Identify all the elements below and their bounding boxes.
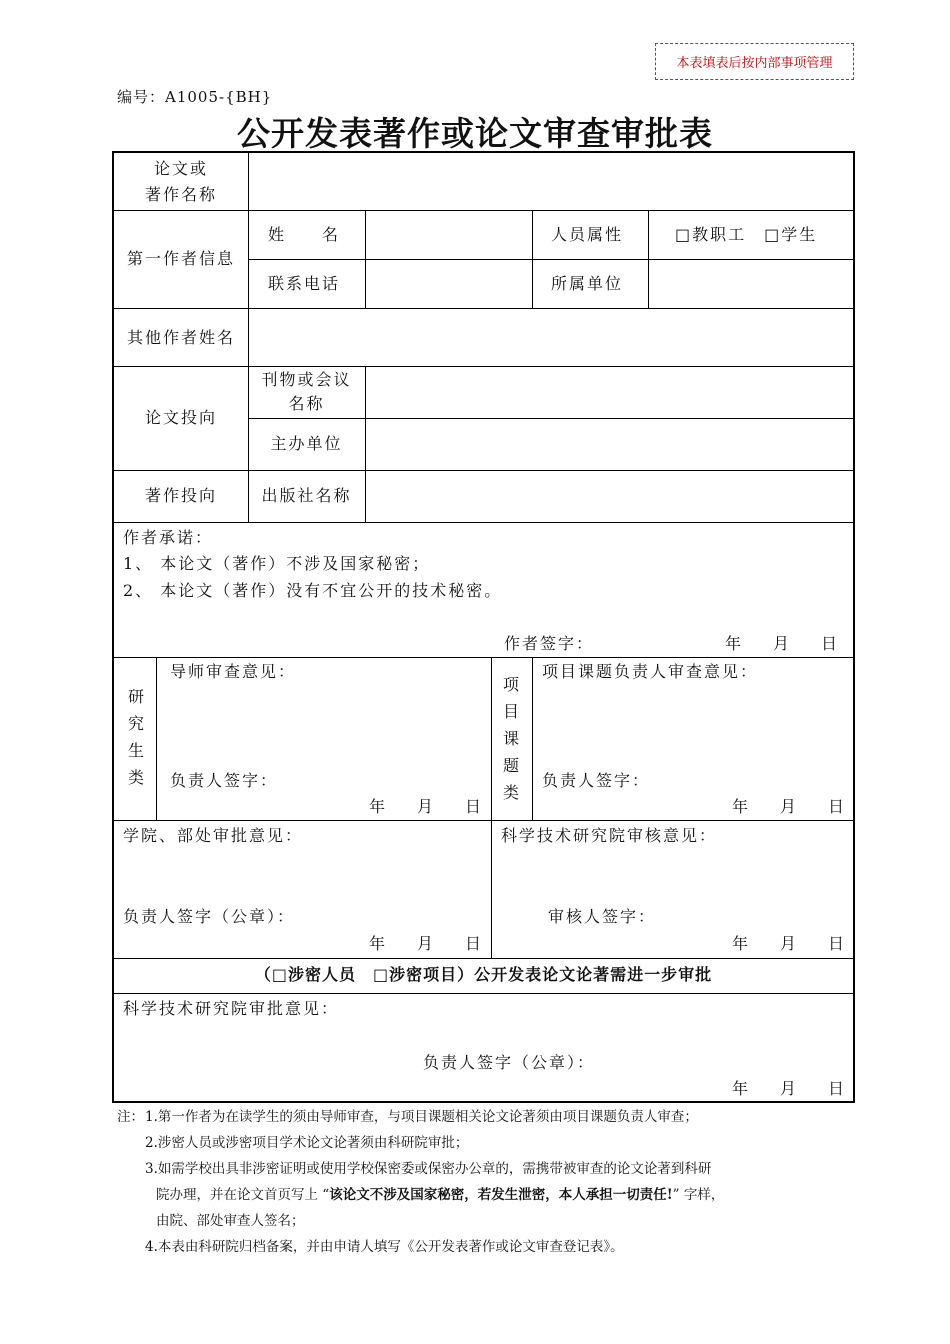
paper-name-label-line1: 论文或: [153, 159, 208, 178]
host-field[interactable]: [366, 419, 852, 470]
date-day: 日: [828, 1079, 847, 1098]
classified-approval-bar[interactable]: （□涉密人员 □涉密项目）公开发表论文论著需进一步审批: [254, 965, 713, 984]
note-3-line1: 3.如需学校出具非涉密证明或使用学校保密委或保密办公章的，需携带被审查的论文论著到科研: [145, 1161, 712, 1177]
journal-field[interactable]: [366, 367, 852, 418]
date-month: 月: [773, 634, 792, 653]
paper-target-label: 论文投向: [144, 408, 217, 427]
name-field[interactable]: [366, 211, 531, 259]
note-4: 4.本表由科研院归档备案，并由申请人填写《公开发表著作或论文审查登记表》。: [145, 1239, 624, 1255]
other-authors-field[interactable]: [249, 309, 852, 366]
date-month: 月: [417, 934, 436, 953]
internal-management-stamp: 本表填表后按内部事项管理: [655, 43, 854, 80]
final-sign-label: 负责人签字（公章）：: [423, 1053, 596, 1072]
advisor-sign-label: 负责人签字：: [170, 771, 279, 790]
date-year: 年: [725, 634, 744, 653]
reviewer-sign-label: 审核人签字：: [548, 907, 657, 926]
date-month: 月: [780, 1079, 799, 1098]
graduate-side-label: 研 究 生 类: [127, 687, 144, 787]
note-3-line2: 院办理，并在论文首页写上 “该论文不涉及国家秘密，若发生泄密，本人承担一切责任!” 字样，: [156, 1187, 725, 1203]
date-year: 年: [732, 934, 751, 953]
phone-label: 联系电话: [268, 274, 341, 293]
note-2: 2.涉密人员或涉密项目学术论文论著须由科研院审批；: [145, 1135, 469, 1151]
category-label: 人员属性: [551, 225, 624, 244]
approval-form-table: [112, 151, 855, 1103]
date-day: 日: [828, 797, 847, 816]
project-side-label: 项 目 课 题 类: [502, 675, 519, 802]
date-month: 月: [780, 797, 799, 816]
project-opinion-label: 项目课题负责人审查意见：: [542, 662, 759, 681]
other-authors-label: 其他作者姓名: [126, 328, 235, 347]
first-author-label: 第一作者信息: [126, 249, 235, 268]
host-label: 主办单位: [270, 434, 343, 453]
notes-label: 注：: [117, 1109, 144, 1125]
author-signature-label: 作者签字：: [504, 634, 595, 653]
book-target-label: 著作投向: [144, 486, 217, 505]
form-notes: [117, 1104, 857, 1260]
note-3-emphasis: 该论文不涉及国家秘密，若发生泄密，本人承担一切责任!: [329, 1187, 673, 1203]
date-year: 年: [369, 934, 388, 953]
date-month: 月: [417, 797, 436, 816]
unit-label: 所属单位: [551, 274, 624, 293]
academy-approval-label: 科学技术研究院审批意见：: [123, 999, 340, 1018]
note-1: 1.第一作者为在读学生的须由导师审查，与项目课题相关论文论著须由项目课题负责人审查；: [145, 1109, 698, 1125]
pledge-heading: 作者承诺：: [123, 528, 214, 547]
publisher-label: 出版社名称: [261, 486, 352, 505]
date-month: 月: [780, 934, 799, 953]
journal-label-line1: 刊物或会议: [261, 370, 352, 389]
pledge-item-2: 2、 本论文（著作）没有不宜公开的技术秘密。: [123, 581, 503, 600]
college-opinion-label: 学院、部处审批意见：: [123, 826, 304, 845]
form-code: 编号：A1005-{BH}: [117, 88, 273, 106]
unit-field[interactable]: [649, 260, 852, 308]
note-3-line3: 由院、部处审查人签名；: [156, 1213, 305, 1229]
paper-name-label-line2: 著作名称: [144, 185, 217, 204]
project-sign-label: 负责人签字：: [542, 771, 651, 790]
date-day: 日: [465, 934, 484, 953]
name-label: 姓 名: [268, 225, 341, 244]
date-year: 年: [369, 797, 388, 816]
paper-name-field[interactable]: [249, 153, 852, 210]
date-day: 日: [821, 634, 840, 653]
phone-field[interactable]: [366, 260, 531, 308]
academy-review-label: 科学技术研究院审核意见：: [501, 826, 718, 845]
college-sign-label: 负责人签字（公章）：: [123, 907, 296, 926]
publisher-field[interactable]: [366, 471, 852, 522]
pledge-item-1: 1、 本论文（著作）不涉及国家秘密；: [123, 554, 431, 573]
advisor-opinion-label: 导师审查意见：: [170, 662, 297, 681]
date-day: 日: [828, 934, 847, 953]
form-title: 公开发表著作或论文审查审批表: [237, 114, 713, 153]
date-year: 年: [732, 797, 751, 816]
journal-label-line2: 名称: [288, 394, 325, 413]
date-day: 日: [465, 797, 484, 816]
date-year: 年: [732, 1079, 751, 1098]
category-options-checkboxes[interactable]: □教职工 □学生: [675, 225, 818, 244]
